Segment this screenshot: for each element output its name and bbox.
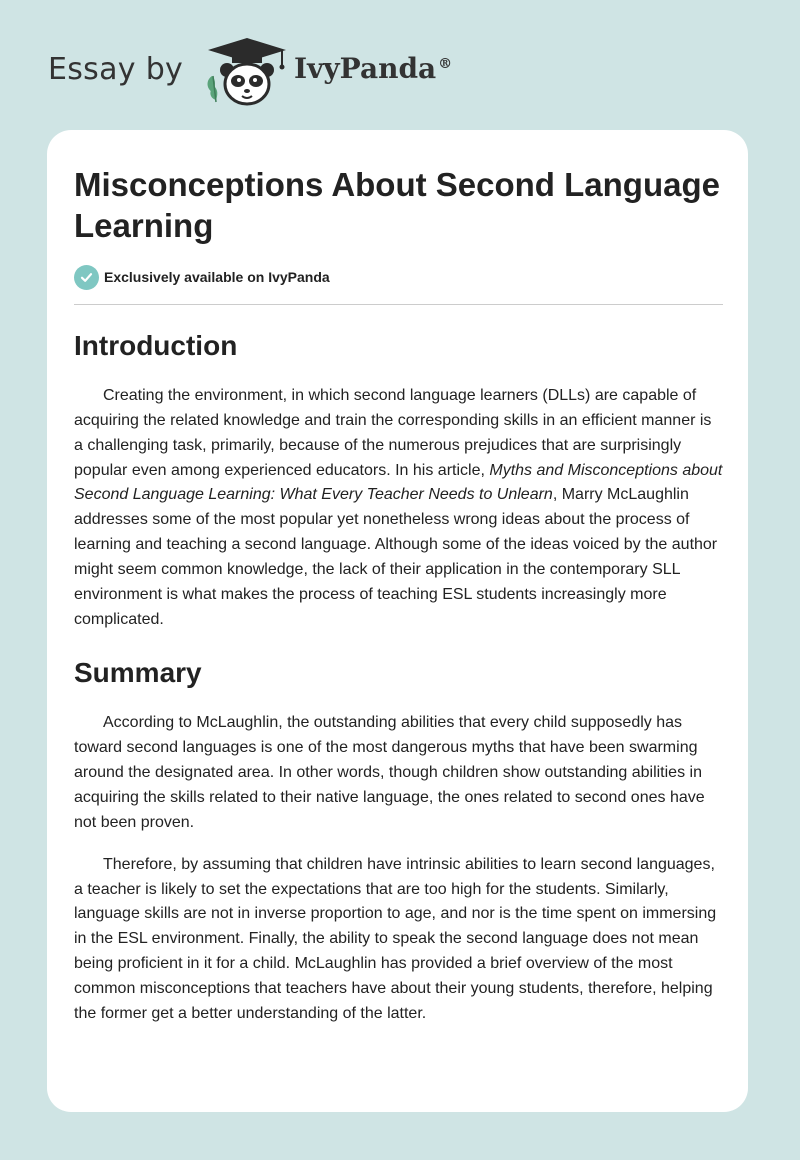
brand-prefix: Essay by	[48, 52, 184, 87]
article-card	[47, 130, 748, 1112]
section-heading-introduction: Introduction	[74, 330, 238, 361]
summary-paragraph-2: Therefore, by assuming that children have intrinsic abilities to learn second languages, a teacher is likely to set the expectations that are too high for the students. Similarly, language skills are not in inverse proportion to age, and nor is the time spent on immersing in the ESL environment. Finally, the ability to speak the second language does not mean being proficient in it for a child. McLaughlin has provided a brief overview of the most common misconceptions that teachers have about their young students, therefore, helping the former get a better understanding of the latter.	[74, 855, 717, 1022]
exclusive-badge	[74, 264, 724, 290]
article-citation-title: Myths and Misconceptions about Second Language Learning: What Every Teacher Needs to Unlearn	[74, 461, 723, 504]
brand-name-text: IvyPanda	[294, 52, 437, 85]
site-header	[48, 30, 508, 110]
introduction-paragraph	[74, 384, 724, 632]
section-heading-summary: Summary	[74, 657, 202, 689]
badge-text: Exclusively available on IvyPanda	[104, 269, 330, 285]
summary-paragraph-1: According to McLaughlin, the outstanding abilities that every child supposedly has toward second languages is one of the most dangerous myths that have been swarming around the designated area. In other words, though children show outstanding abilities in acquiring the skills related to their native language, the ones related to second ones have not been proven.	[74, 714, 705, 831]
intro-text-after: , Marry McLaughlin addresses some of the most popular yet nonetheless wrong ideas about the process of learning and teaching a second language. Although some of the ideas voiced by the author might seem common knowledge, the lack of their application in the contemporary SLL environment is what makes the process of teaching ESL students increasingly more complicated.	[74, 486, 718, 628]
intro-text-before: Creating the environment, in which second language learners (DLLs) are capable of acquiring the related knowledge and train the corresponding skills in an efficient manner is a challenging task, primarily, because of the numerous prejudices that are surprisingly popular even among experienced educators. In his article,	[74, 387, 712, 479]
article-content	[74, 130, 724, 1027]
registered-mark: ®	[438, 55, 453, 72]
brand-name[interactable]	[294, 52, 452, 85]
title-divider	[74, 304, 723, 305]
panda-graduate-logo-icon	[202, 34, 292, 110]
article-title: Misconceptions About Second Language Learning	[74, 166, 720, 244]
check-circle-icon	[74, 265, 99, 290]
